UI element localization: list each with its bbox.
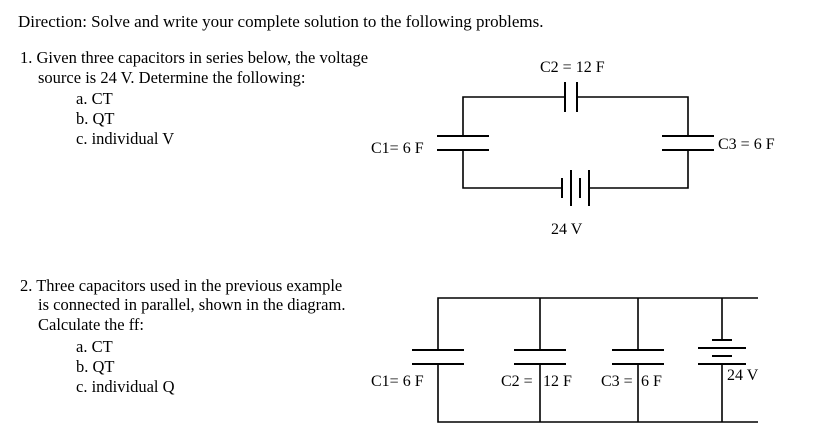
parallel-source-label: 24 V	[727, 367, 759, 384]
parallel-c2-label: C2 =	[501, 373, 533, 390]
series-c1-label: C1= 6 F	[371, 140, 424, 157]
direction-text: Direction: Solve and write your complete solution to the following problems.	[18, 12, 544, 31]
parallel-c1-label: C1= 6 F	[371, 373, 424, 390]
series-c2-label: C2 = 12 F	[540, 59, 605, 76]
problem2-item-c: c. individual Q	[76, 377, 175, 396]
problem2-item-b: b. QT	[76, 357, 115, 376]
series-bottom-wire-left	[463, 150, 562, 188]
problem1-item-c: c. individual V	[76, 129, 175, 148]
series-top-wire-left	[463, 97, 565, 136]
problem1-line1: 1. Given three capacitors in series below, the voltage	[20, 48, 369, 67]
parallel-c3-value: 6 F	[641, 373, 662, 390]
parallel-c2-value: 12 F	[543, 373, 572, 390]
problem1-item-a: a. CT	[76, 89, 113, 108]
series-c3-label: C3 = 6 F	[718, 136, 775, 153]
series-bottom-wire-right	[589, 150, 688, 188]
parallel-bottom-wire	[438, 364, 758, 422]
series-top-wire-right	[577, 97, 688, 136]
parallel-outer-wire	[438, 298, 758, 350]
problem2-line3: Calculate the ff:	[38, 315, 144, 334]
series-source-label: 24 V	[551, 221, 583, 238]
problem1-line2: source is 24 V. Determine the following:	[38, 68, 306, 87]
problem2-item-a: a. CT	[76, 337, 113, 356]
problem1-item-b: b. QT	[76, 109, 115, 128]
problem2-line2: is connected in parallel, shown in the diagram.	[38, 295, 346, 314]
parallel-c3-label: C3 =	[601, 373, 633, 390]
problem2-line1: 2. Three capacitors used in the previous example	[20, 276, 343, 295]
